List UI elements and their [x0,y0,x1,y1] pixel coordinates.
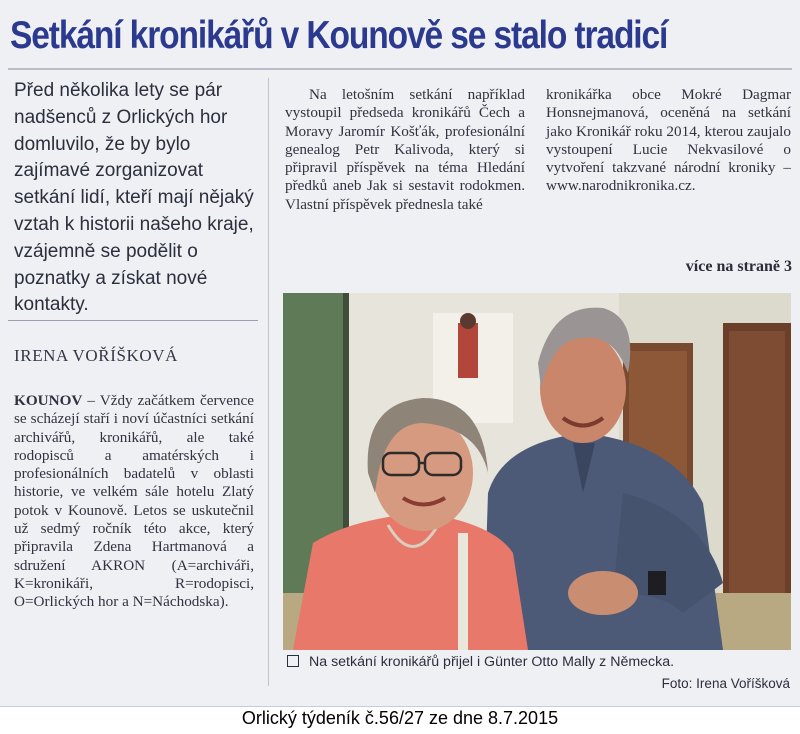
body-column-1-text: – Vždy začátkem července se scházejí staří i noví účastníci setkání archivářů, kronikářů, ale také rodopisců a amatérských i profesionálních badatelů v oblasti historie, ve velkém sále hotelu Zlatý potok v Kounově. Letos se uskutečnil už sedmý ročník této akce, který připravila Zdena Hartmanová a sdružení AKRON (A=archiváři, K=kronikáři, R=rodopisci, O=Orlických hor a N=Náchodska). [14,392,255,611]
photo-caption [287,654,793,670]
author-byline: IRENA VOŘÍŠKOVÁ [14,346,179,365]
headline-rule [8,68,792,70]
source-line: Orlický týdeník č.56/27 ze dne 8.7.2015 [241,708,559,728]
body-column-2: Na letošním setkání například vystoupil předseda kronikářů Čech a Moravy Jaromír Košťák, profesionální genealog Petr Kalivoda, který si připravil příspěvek na téma Hledání předků aneb Jak si sestavit rodokmen. Vlastní příspěvek přednesla také [285,86,525,213]
headline: Setkání kronikářů v Kounově se stalo tradicí [10,14,668,57]
photo-illustration [283,293,791,650]
lead-paragraph: Před několika lety se pár nadšenců z Orlických hor domluvilo, že by bylo zajímavé zorganizovat setkání lidí, kteří mají nějaký vztah k historii našeho kraje, vzájemně se podělit o poznatky a získat nové kontakty. [14,80,254,316]
body-column-1 [14,392,254,612]
continued-on-page-note: více na straně 3 [685,258,792,275]
body-column-3: kronikářka obce Mokré Dagmar Honsnejmanová, oceněná na setkání jako Kronikář roku 2014, kterou zaujalo vystoupení Lucie Nekvasilové o vytvoření takzvané národní kroniky – www.narodnikronika.cz. [546,86,791,195]
caption-text: Na setkání kronikářů přijel i Günter Otto Mally z Německa. [309,654,675,670]
caption-square-icon [287,655,299,667]
dateline: KOUNOV [14,392,83,409]
photo-credit: Foto: Irena Voříšková [661,676,790,691]
column-divider [268,78,269,686]
article-photo [283,293,791,650]
lead-rule [8,320,258,321]
